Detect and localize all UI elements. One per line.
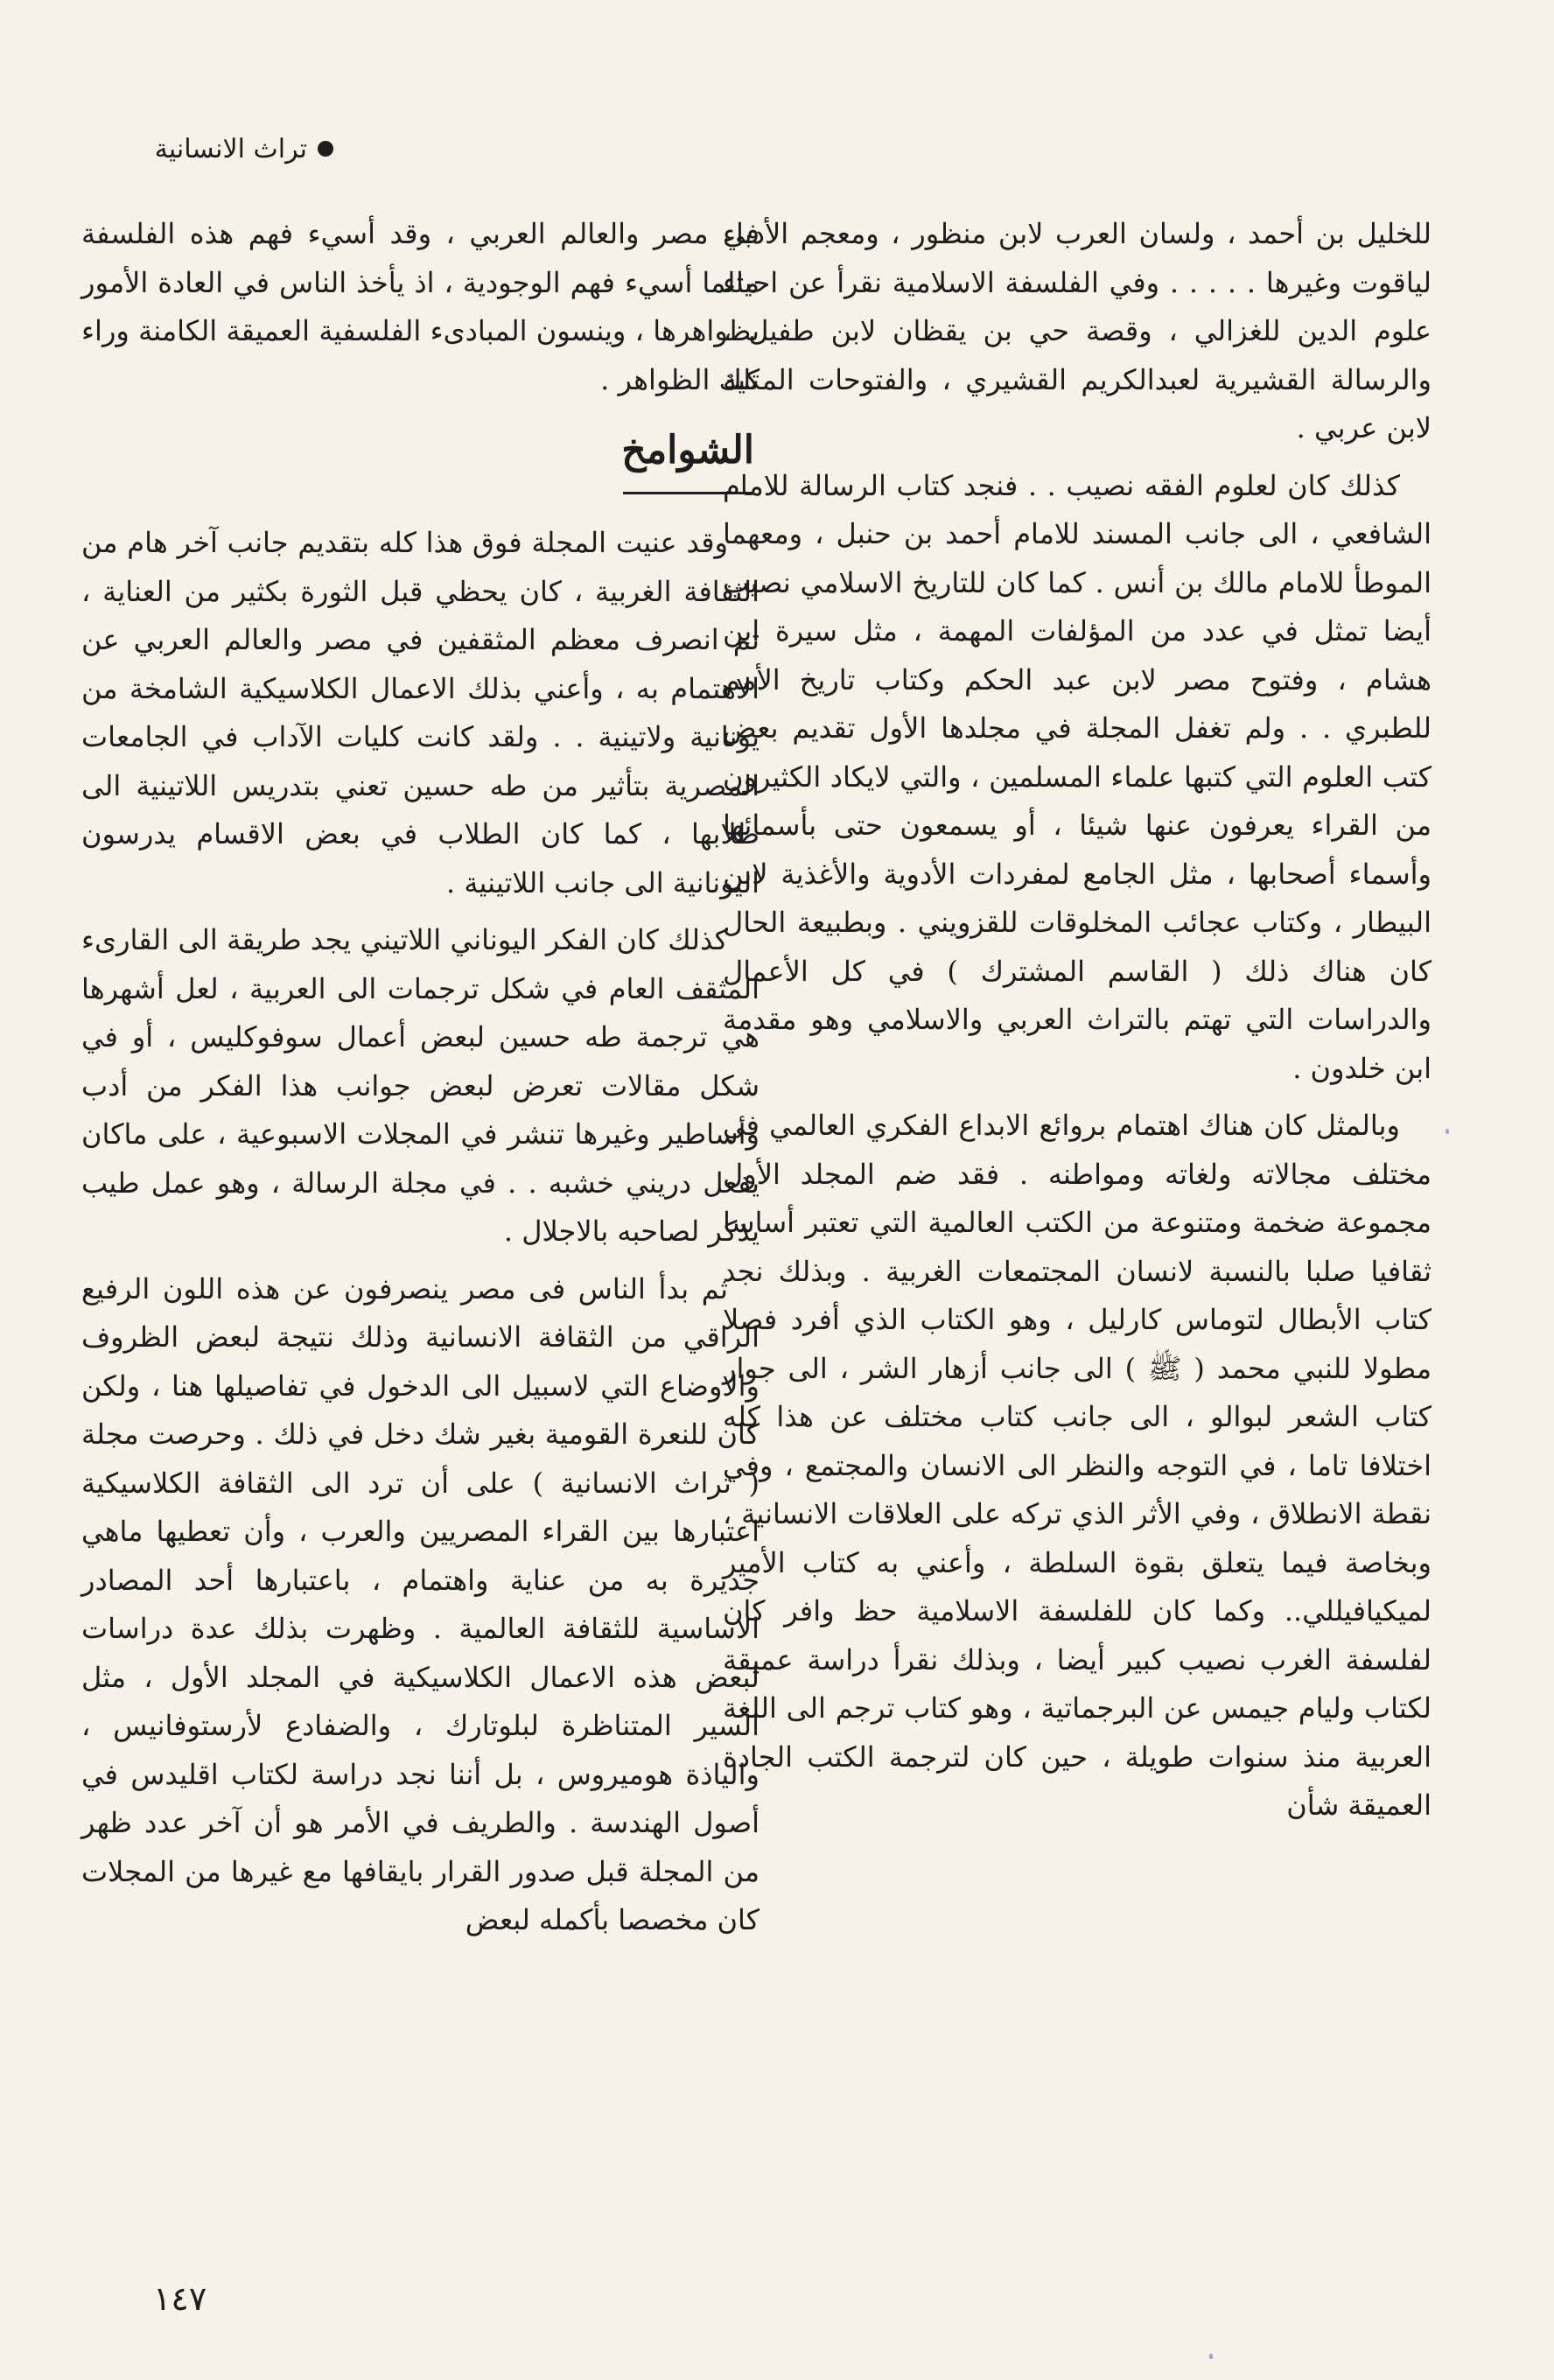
- print-speck: [1209, 2354, 1213, 2359]
- section-heading: الشوامخ: [623, 420, 754, 494]
- running-head: [106, 122, 333, 175]
- paragraph: وقد عنيت المجلة فوق هذا كله بتقديم جانب آخر هام من الثقافة الغربية ، كان يحظي قبل الثورة بكثير من العناية ، ثم انصرف معظم المثقفين في مصر والعالم العربي عن الاهتمام به ، وأعني بذلك الاعمال الكلاسيكية الشامخة من يونانية ولاتينية . . ولقد كانت كليات الآداب في الجامعات المصرية بتأثير من طه حسين تعني بتدريس اللاتينية الى طلابها ، كما كان الطلاب في بعض الاقسام يدرسون اليونانية الى جانب اللاتينية .: [81, 526, 760, 900]
- page-number: ١٤٧: [153, 2279, 207, 2318]
- paragraph: في مصر والعالم العربي ، وقد أسيء فهم هذه الفلسفة مثلما أسيء فهم الوجودية ، اذ يأخذ الناس في العادة الأمور بظواهرها ، وينسون المبادىء الفلسفية العميقة الكامنة وراء تلك الظواهر .: [81, 217, 760, 396]
- print-speck: [1446, 1129, 1449, 1134]
- paragraph: وبالمثل كان هناك اهتمام بروائع الابداع الفكري العالمي في مختلف مجالاته ولغاته ومواطنه . فقد ضم المجلد الأول مجموعة ضخمة ومتنوعة من الكتب العالمية التي تعتبر أساسا ثقافيا صلبا بالنسبة لانسان المجتمعات الغربية . وبذلك نجد كتاب الأبطال لتوماس كارليل ، وهو الكتاب الذي أفرد فصلا مطولا للنبي محمد ( ﷺ ) الى جانب أزهار الشر ، الى جوار كتاب الشعر لبوالو ، الى جانب كتاب مختلف عن هذا كله اختلافا تاما ، في التوجه والنظر الى الانسان والمجتمع ، وفي نقطة الانطلاق ، وفي الأثر الذي تركه على العلاقات الانسانية ، وبخاصة فيما يتعلق بقوة السلطة ، وأعني به كتاب الأمير لميكيافيللي.. وكما كان للفلسفة الاسلامية حظ وافر كان لفلسفة الغرب نصيب كبير أيضا ، وبذلك نقرأ دراسة عميقة لكتاب وليام جيمس عن البرجماتية ، وهو كتاب ترجم الى اللغة العربية منذ سنوات طويلة ، حين كان لترجمة الكتب الجادة العميقة شأن: [723, 1109, 1432, 1822]
- right-column: [723, 210, 1432, 1839]
- paragraph: للخليل بن أحمد ، ولسان العرب لابن منظور ، ومعجم الأدباء لياقوت وغيرها . . . . . وفي الفلسفة الاسلامية نقرأ عن احياء علوم الدين للغزالي ، وقصة حي بن يقظان لابن طفيل ، والرسالة القشيرية لعبدالكريم القشيري ، والفتوحات المكية لابن عربي .: [723, 217, 1432, 444]
- paragraph: ثم بدأ الناس فى مصر ينصرفون عن هذه اللون الرفيع الراقي من الثقافة الانسانية وذلك نتيجة لبعض الظروف والاوضاع التي لاسبيل الى الدخول في تفاصيلها هنا ، ولكن كان للنعرة القومية بغير شك دخل في ذلك . وحرصت مجلة ( تراث الانسانية ) على أن ترد الى الثقافة الكلاسيكية اعتبارها بين القراء المصريين والعرب ، وأن تعطيها ماهي جديرة به من عناية واهتمام ، باعتبارها أحد المصادر الاساسية للثقافة العالمية . وظهرت بذلك عدة دراسات لبعض هذه الاعمال الكلاسيكية في المجلد الأول ، مثل السير المتناظرة لبلوتارك ، والضفادع لأرستوفانيس ، والياذة هوميروس ، بل أننا نجد دراسة لكتاب اقليدس في أصول الهندسة . والطريف في الأمر هو أن آخر عدد ظهر من المجلة قبل صدور القرار بايقافها مع غيرها من المجلات كان مخصصا بأكمله لبعض: [81, 1271, 760, 1936]
- paragraph: كذلك كان الفكر اليوناني اللاتيني يجد طريقة الى القارىء المثقف العام في شكل ترجمات الى العربية ، لعل أشهرها هي ترجمة طه حسين لبعض أعمال سوفوكليس ، أو في شكل مقالات تعرض لبعض جوانب هذا الفكر من أدب وأساطير وغيرها تنشر في المجلات الاسبوعية ، على ماكان يفعل دريني خشبه . . في مجلة الرسالة ، وهو عمل طيب يذكر لصاحبه بالاجلال .: [81, 923, 760, 1248]
- bullet-icon: [318, 141, 333, 157]
- paragraph: كذلك كان لعلوم الفقه نصيب . . فنجد كتاب الرسالة للامام الشافعي ، الى جانب المسند للامام أحمد بن حنبل ، ومعهما الموطأ للامام مالك بن أنس . كما كان للتاريخ الاسلامي نصيب أيضا تمثل في عدد من المؤلفات المهمة ، مثل سيرة ابن هشام ، وفتوح مصر لابن عبد الحكم وكتاب تاريخ الأمم للطبري . . ولم تغفل المجلة في مجلدها الأول تقديم بعض كتب العلوم التي كتبها علماء المسلمين ، والتي لايكاد الكثيرون من القراء يعرفون عنها شيئا ، أو يسمعون حتى بأسمائها وأسماء أصحابها ، مثل الجامع لمفردات الأدوية والأغذية لابن البيطار ، وكتاب عجائب المخلوقات للقزويني . وبطبيعة الحال كان هناك ذلك ( القاسم المشترك ) في كل الأعمال والدراسات التي تهتم بالتراث العربي والاسلامي وهو مقدمة ابن خلدون .: [723, 468, 1432, 1085]
- running-title: تراث الانسانية: [154, 133, 307, 164]
- left-column: [81, 210, 760, 1954]
